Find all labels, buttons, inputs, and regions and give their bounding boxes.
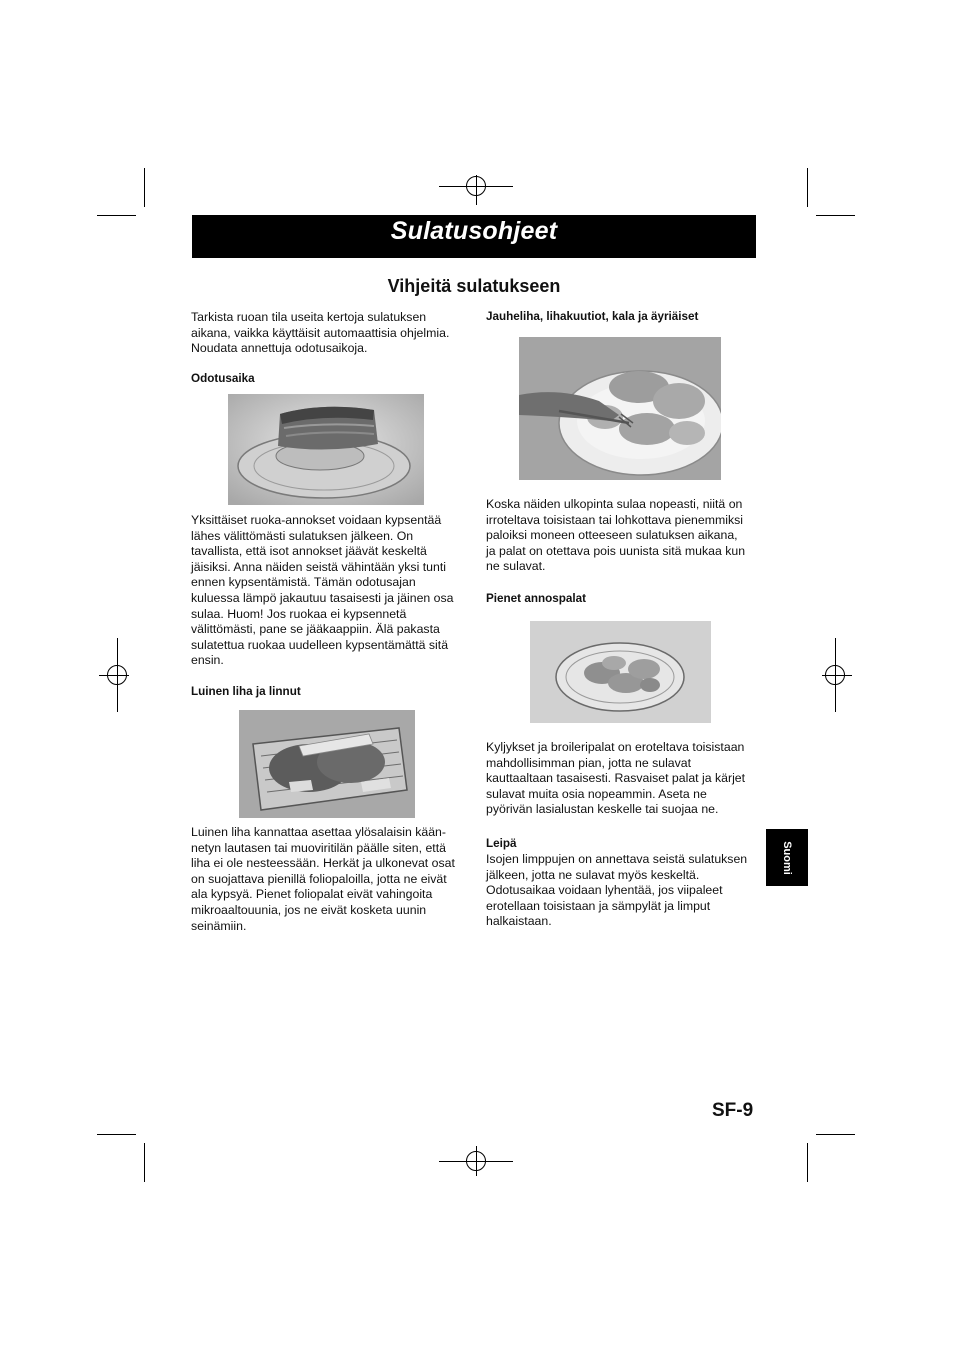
odotusaika-paragraph: Yksittäiset ruoka-annokset voidaan kypsentää lähes välittömästi sulatuksen jälkeen. On tavallista, että isot annokset jäävät keskeltä jäisiksi. Anna näiden seistä vähintään yksi tunti ennen kypsentämistä. Tämän odotusajan kuluessa lämpö jakautuu tasaisesti ja jäinen osa sulaa. Huom! Jos ruokaa ei kypsennetä välittömästi, pane se jääkaappiin. Älä pakasta sulatettua ruokaa uudelleen kypsentämättä sitä ensin. xyxy=(191,513,454,668)
crop-mark xyxy=(97,1134,136,1135)
photo-poultry-on-rack xyxy=(239,710,415,818)
photo-glass-dish-pieces xyxy=(530,621,711,723)
page-number: SF-9 xyxy=(712,1100,754,1121)
title-bar xyxy=(192,215,756,258)
language-tab-label: Suomi xyxy=(781,840,793,875)
heading-leipa: Leipä xyxy=(486,837,517,850)
leipa-paragraph: Isojen limppujen on annettava seistä sulatuksen jälkeen, jotta ne sulavat myös keskeltä. Odotusaikaa voidaan lyhentää, jos viipaleet erotellaan toisistaan ja sämpylät ja limput halkaistaan. xyxy=(486,852,748,929)
registration-circle xyxy=(107,665,127,685)
crop-mark xyxy=(144,1143,145,1182)
crop-mark xyxy=(816,1134,855,1135)
registration-circle xyxy=(825,665,845,685)
language-tab xyxy=(766,829,808,886)
photo-roast-on-turntable xyxy=(228,394,424,505)
page-title: Sulatusohjeet xyxy=(390,217,558,245)
jauheliha-paragraph: Koska näiden ulkopinta sulaa nopeasti, niitä on irroteltava toisistaan tai lohkottava pienemmiksi paloiksi moneen otteeseen sulatuksen aikana, ja palat on otettava pois uunista sitä mukaa kun ne sulavat. xyxy=(486,497,746,574)
crop-mark xyxy=(816,215,855,216)
crop-mark xyxy=(807,168,808,207)
crop-mark xyxy=(807,1143,808,1182)
registration-circle xyxy=(466,1151,486,1171)
registration-circle xyxy=(466,176,486,196)
heading-luinen-liha: Luinen liha ja linnut xyxy=(191,685,301,698)
intro-paragraph: Tarkista ruoan tila useita kertoja sulatuksen aikana, vaikka käyttäisit automaattisia ohjelmia. Noudata annettuja odotusaikoja. xyxy=(191,310,450,356)
crop-mark xyxy=(97,215,136,216)
photo-separating-pieces-with-fork xyxy=(519,337,721,480)
heading-odotusaika: Odotusaika xyxy=(191,372,255,385)
crop-mark xyxy=(144,168,145,207)
section-title: Vihjeitä sulatukseen xyxy=(387,276,561,296)
pienet-annospalat-paragraph: Kyljykset ja broileripalat on eroteltava toisistaan mahdollisimman pian, jotta ne sulavat kauttaaltaan tasaisesti. Rasvaiset palat ja kärjet sulavat muita osia nopeammin. Aseta ne pyörivän lasialustan keskelle tai suojaa ne. xyxy=(486,740,746,817)
heading-jauheliha: Jauheliha, lihakuutiot, kala ja äyriäiset xyxy=(486,310,699,323)
heading-pienet-annospalat: Pienet annospalat xyxy=(486,592,587,605)
luinen-liha-paragraph: Luinen liha kannattaa asettaa ylösalaisin kään- netyn lautasen tai muoviritilän päälle siten, että liha ei ole nesteessään. Herkät ja ulkonevat osat on suojattava pienillä foliopaloilla, jotta ne eivät ala kypsyä. Pienet foliopalat eivät vahingoita mikroaaltouunia, jos ne eivät kosketa uunin seinämiin. xyxy=(191,825,455,933)
